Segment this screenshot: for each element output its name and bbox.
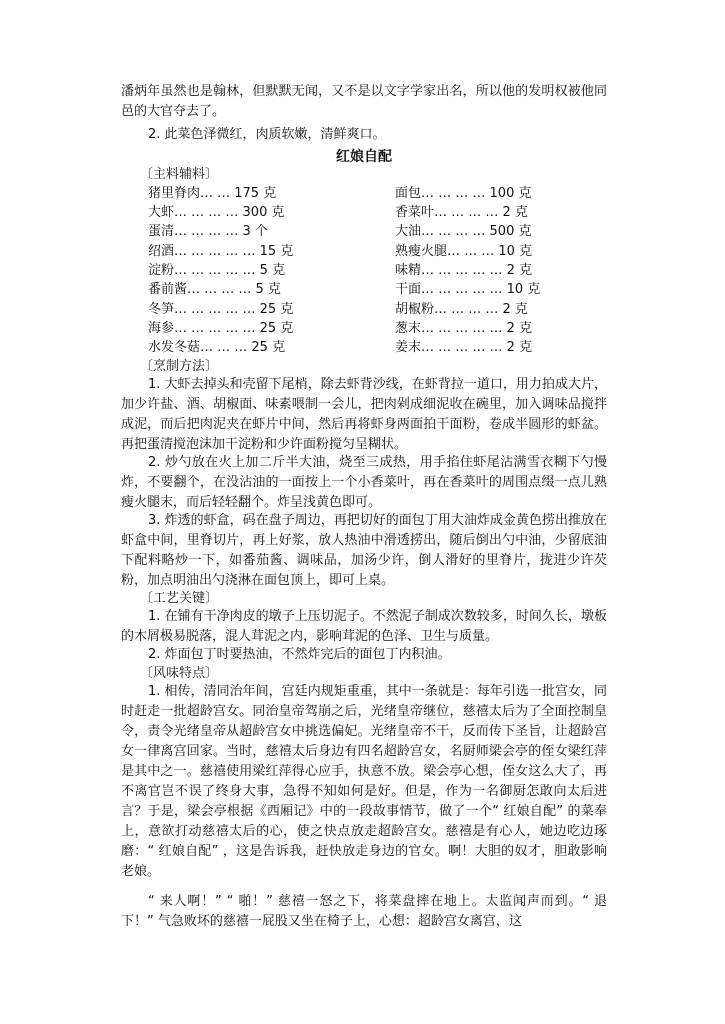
method-heading: 〔烹制方法〕: [140, 359, 219, 374]
recipe-title: 红娘自配: [336, 149, 392, 165]
ingredient-item: 熟瘦火腿… … … 10 克: [395, 244, 533, 259]
ingredient-item: 番前酱… … … … 5 克: [148, 282, 281, 297]
method-step: 3. 炸透的虾盒，码在盘子周边，再把切好的面包丁用大油炸成金黄色捞出推放在虾盒中间，里脊切片，再上好浆，放人热油中滑透捞出，随后倒出勺中油，少留底油下配料略炒一下，如番茄酱、调味品，加汤少许，倒人滑好的里脊片，拢进少许芡粉，加点明油出勺浇淋在面包顶上，即可上桌。: [121, 513, 607, 588]
ingredient-item: 葱末… … … … … 2 克: [395, 321, 533, 336]
flavor-paragraph: 1. 相传，清同治年间，宫廷内规矩重重，其中一条就是：每年引选一批宫女，同时赶走一批超龄宫女。同治皇帝驾崩之后，光绪皇帝继位，慈禧太后为了全面控制皇令，责令光绪皇帝从超龄宫女中挑选偏妃。光绪皇帝不干，反而传下圣旨，让超龄宫女一律离宫回家。当时，慈禧太后身边有四名超龄宫女，名厨师梁会亭的侄女梁红萍是其中之一。慈禧使用梁红萍得心应手，执意不放。梁会亭心想，侄女这么大了，再不离官岂不误了终身大事，急得不知如何是好。但是，作为一名御厨怎敢向太后进言？于是，梁会亭根据《西厢记》中的一段故事情节，做了一个“ 红娘自配” 的菜奉上，意欲打动慈禧太后的心，使之快点放走超龄宫女。慈禧是有心人，她边吃边琢磨：“ 红娘自配” ，这是告诉我，赶快放走身边的官女。啊！大胆的奴才，胆敢影响老娘。: [121, 684, 607, 879]
ingredient-item: 水发冬菇… … … 25 克: [148, 340, 286, 355]
ingredient-item: 香菜叶… … … … 2 克: [395, 205, 528, 220]
ingredient-item: 胡椒粉… … … … 2 克: [395, 302, 528, 317]
technique-item: 2. 炸面包丁时要热油，不然炸完后的面包丁内积油。: [148, 647, 451, 662]
ingredient-item: 面包… … … … 100 克: [395, 186, 532, 201]
technique-item: 1. 在铺有干净肉皮的墩子上压切泥子。不然泥子制成次数较多，时间久长，墩板的木屑极易脱落，混人茸泥之内，影响茸泥的色泽、卫生与质量。: [121, 609, 607, 644]
ingredient-item: 猪里脊肉… … 175 克: [148, 186, 277, 201]
intro-paragraph-2: 2. 此菜色泽微红，肉质软嫩，清鲜爽口。: [148, 127, 386, 142]
ingredient-item: 绍酒… … … … … 15 克: [148, 244, 294, 259]
technique-heading: 〔工艺关键〕: [140, 591, 219, 606]
flavor-paragraph: “ 来人啊！” “ 啪！” 慈禧一怒之下，将菜盘摔在地上。太监闻声而到。“ 退下！” 气急败坏的慈禧一屁股又坐在椅子上，心想：超龄宫女离宫，这: [121, 894, 607, 929]
intro-paragraph-1: 潘炳年虽然也是翰林，但默默无闻，又不是以文字学家出名，所以他的发明权被他同邑的大官夺去了。: [121, 84, 607, 119]
flavor-heading: 〔风味特点〕: [140, 666, 219, 681]
ingredients-heading: 〔主料辅料〕: [140, 167, 219, 182]
ingredient-item: 蛋清… … … … 3 个: [148, 224, 268, 239]
method-step: 1. 大虾去掉头和壳留下尾梢，除去虾背沙线，在虾背拉一道口，用力拍成大片，加少许盐、酒、胡椒面、味素喂制一会儿，把肉剁成细泥收在碗里，加入调味品搅拌成泥，而后把肉泥夹在虾片中间，然后再将虾身两面拍干面粉，卷成半圆形的虾盆。再把蛋清搅泡沫加干淀粉和少许面粉搅匀呈糊状。: [121, 377, 607, 452]
ingredient-item: 海参… … … … … 25 克: [148, 321, 294, 336]
ingredient-item: 大油… … … … 500 克: [395, 224, 532, 239]
ingredient-item: 干面… … … … … 10 克: [395, 282, 541, 297]
ingredient-item: 淀粉… … … … … 5 克: [148, 263, 286, 278]
ingredient-item: 冬笋… … … … … 25 克: [148, 302, 294, 317]
method-step: 2. 炒勺放在火上加二斤半大油，烧至三成热，用手掐住虾尾沾满雪衣糊下勺慢炸，不要翻个，在没沾油的一面按上一个小香菜叶，再在香菜叶的周围点缀一点儿熟瘦火腿末，而后轻轻翻个。炸呈浅黄色即可。: [121, 455, 607, 510]
ingredient-item: 姜末… … … … … 2 克: [395, 340, 533, 355]
ingredient-item: 味精… … … … … 2 克: [395, 263, 533, 278]
ingredient-item: 大虾… … … … 300 克: [148, 205, 285, 220]
